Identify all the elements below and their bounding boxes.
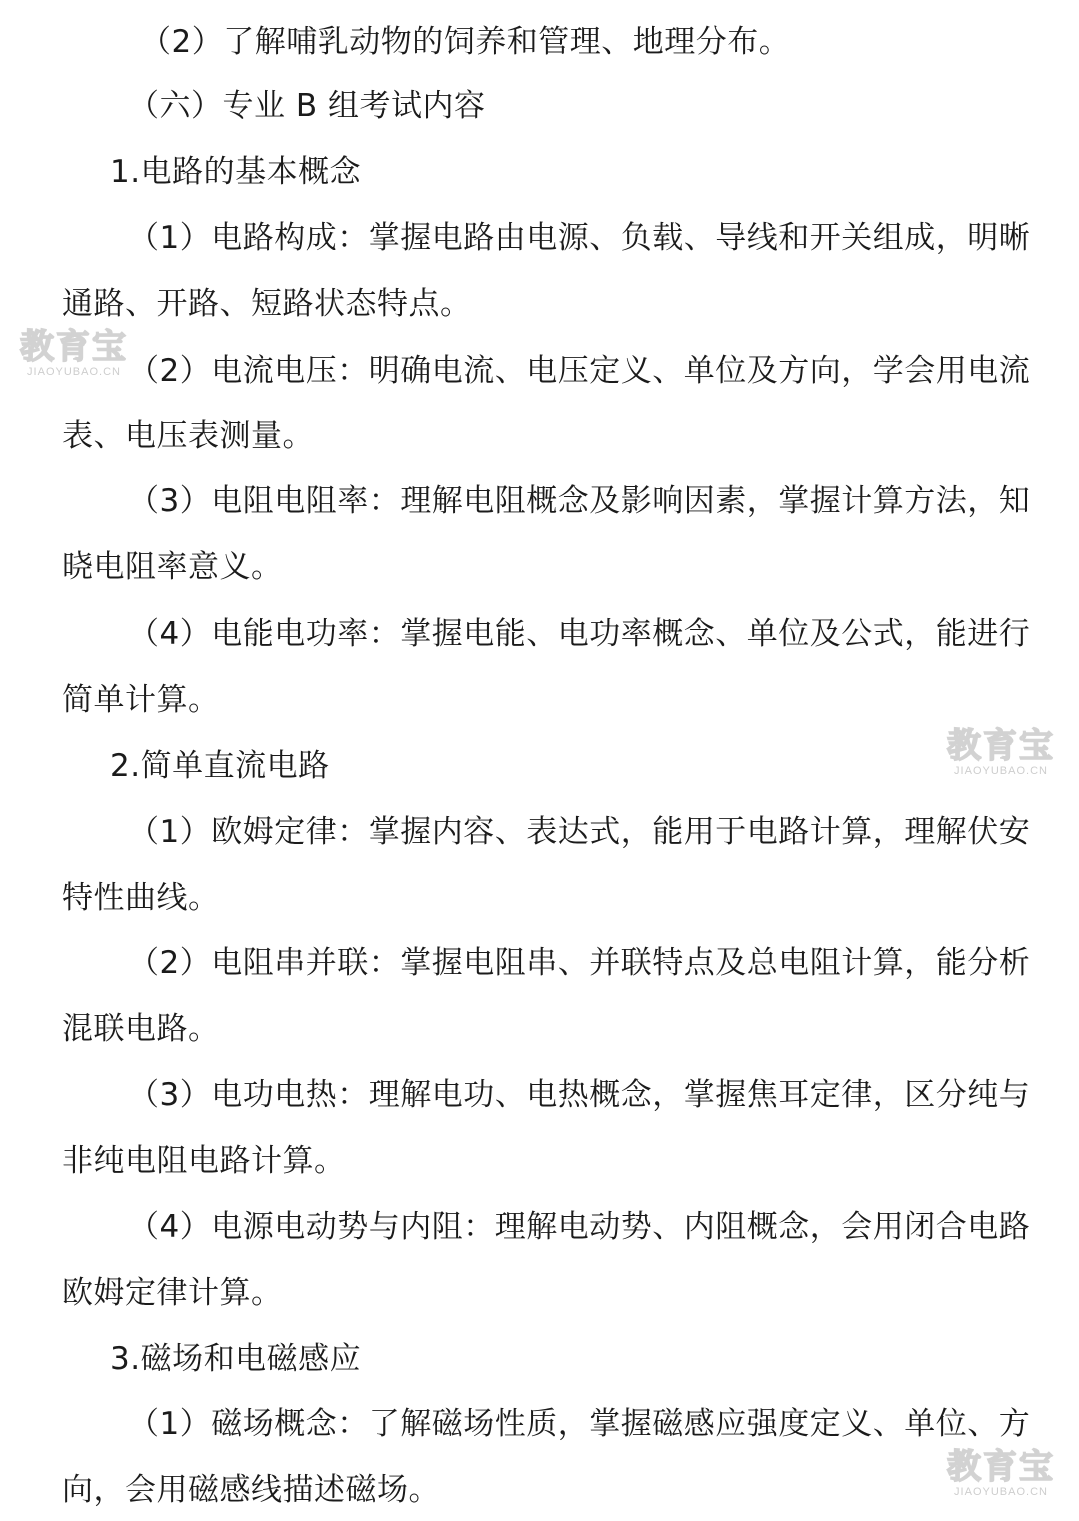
paragraph-line: （1）磁场概念：了解磁场性质，掌握磁感应强度定义、单位、方	[128, 1406, 1031, 1442]
watermark-title: 教育宝	[947, 726, 1055, 766]
watermark-title: 教育宝	[20, 327, 128, 367]
subsection-heading: 2.简单直流电路	[110, 748, 330, 784]
paragraph-line: 通路、开路、短路状态特点。	[62, 286, 472, 322]
subsection-heading: 3.磁场和电磁感应	[110, 1341, 362, 1377]
paragraph-line: （3）电阻电阻率：理解电阻概念及影响因素，掌握计算方法，知	[128, 483, 1031, 519]
paragraph-line: 晓电阻率意义。	[62, 549, 283, 585]
paragraph-line: （4）电能电功率：掌握电能、电功率概念、单位及公式，能进行	[128, 616, 1031, 652]
paragraph-line: （1）欧姆定律：掌握内容、表达式，能用于电路计算，理解伏安	[128, 814, 1031, 850]
paragraph-line: 非纯电阻电路计算。	[62, 1143, 346, 1179]
subsection-heading: 1.电路的基本概念	[110, 154, 362, 190]
watermark-url: JIAOYUBAO.CN	[954, 765, 1048, 777]
paragraph-line: （2）电阻串并联：掌握电阻串、并联特点及总电阻计算，能分析	[128, 945, 1031, 981]
paragraph-line: 向，会用磁感线描述磁场。	[62, 1472, 440, 1508]
paragraph-line: 表、电压表测量。	[62, 418, 314, 454]
paragraph-line: 简单计算。	[62, 682, 220, 718]
paragraph-line: （4）电源电动势与内阻：理解电动势、内阻概念，会用闭合电路	[128, 1209, 1031, 1245]
watermark-logo	[18, 328, 130, 378]
paragraph-line: 特性曲线。	[62, 880, 220, 916]
paragraph-line: 混联电路。	[62, 1011, 220, 1047]
watermark-title: 教育宝	[947, 1447, 1055, 1487]
watermark-url: JIAOYUBAO.CN	[27, 366, 121, 378]
paragraph-line: （2）电流电压：明确电流、电压定义、单位及方向，学会用电流	[128, 353, 1031, 389]
watermark-url: JIAOYUBAO.CN	[954, 1486, 1048, 1498]
section-heading: （六）专业 B 组考试内容	[128, 88, 486, 124]
watermark-logo	[945, 1448, 1057, 1498]
paragraph-line: （1）电路构成：掌握电路由电源、负载、导线和开关组成，明晰	[128, 220, 1031, 256]
paragraph-line: （3）电功电热：理解电功、电热概念，掌握焦耳定律，区分纯与	[128, 1077, 1031, 1113]
paragraph-line: 欧姆定律计算。	[62, 1275, 283, 1311]
paragraph-line: （2）了解哺乳动物的饲养和管理、地理分布。	[140, 24, 791, 60]
watermark-logo	[945, 727, 1057, 777]
